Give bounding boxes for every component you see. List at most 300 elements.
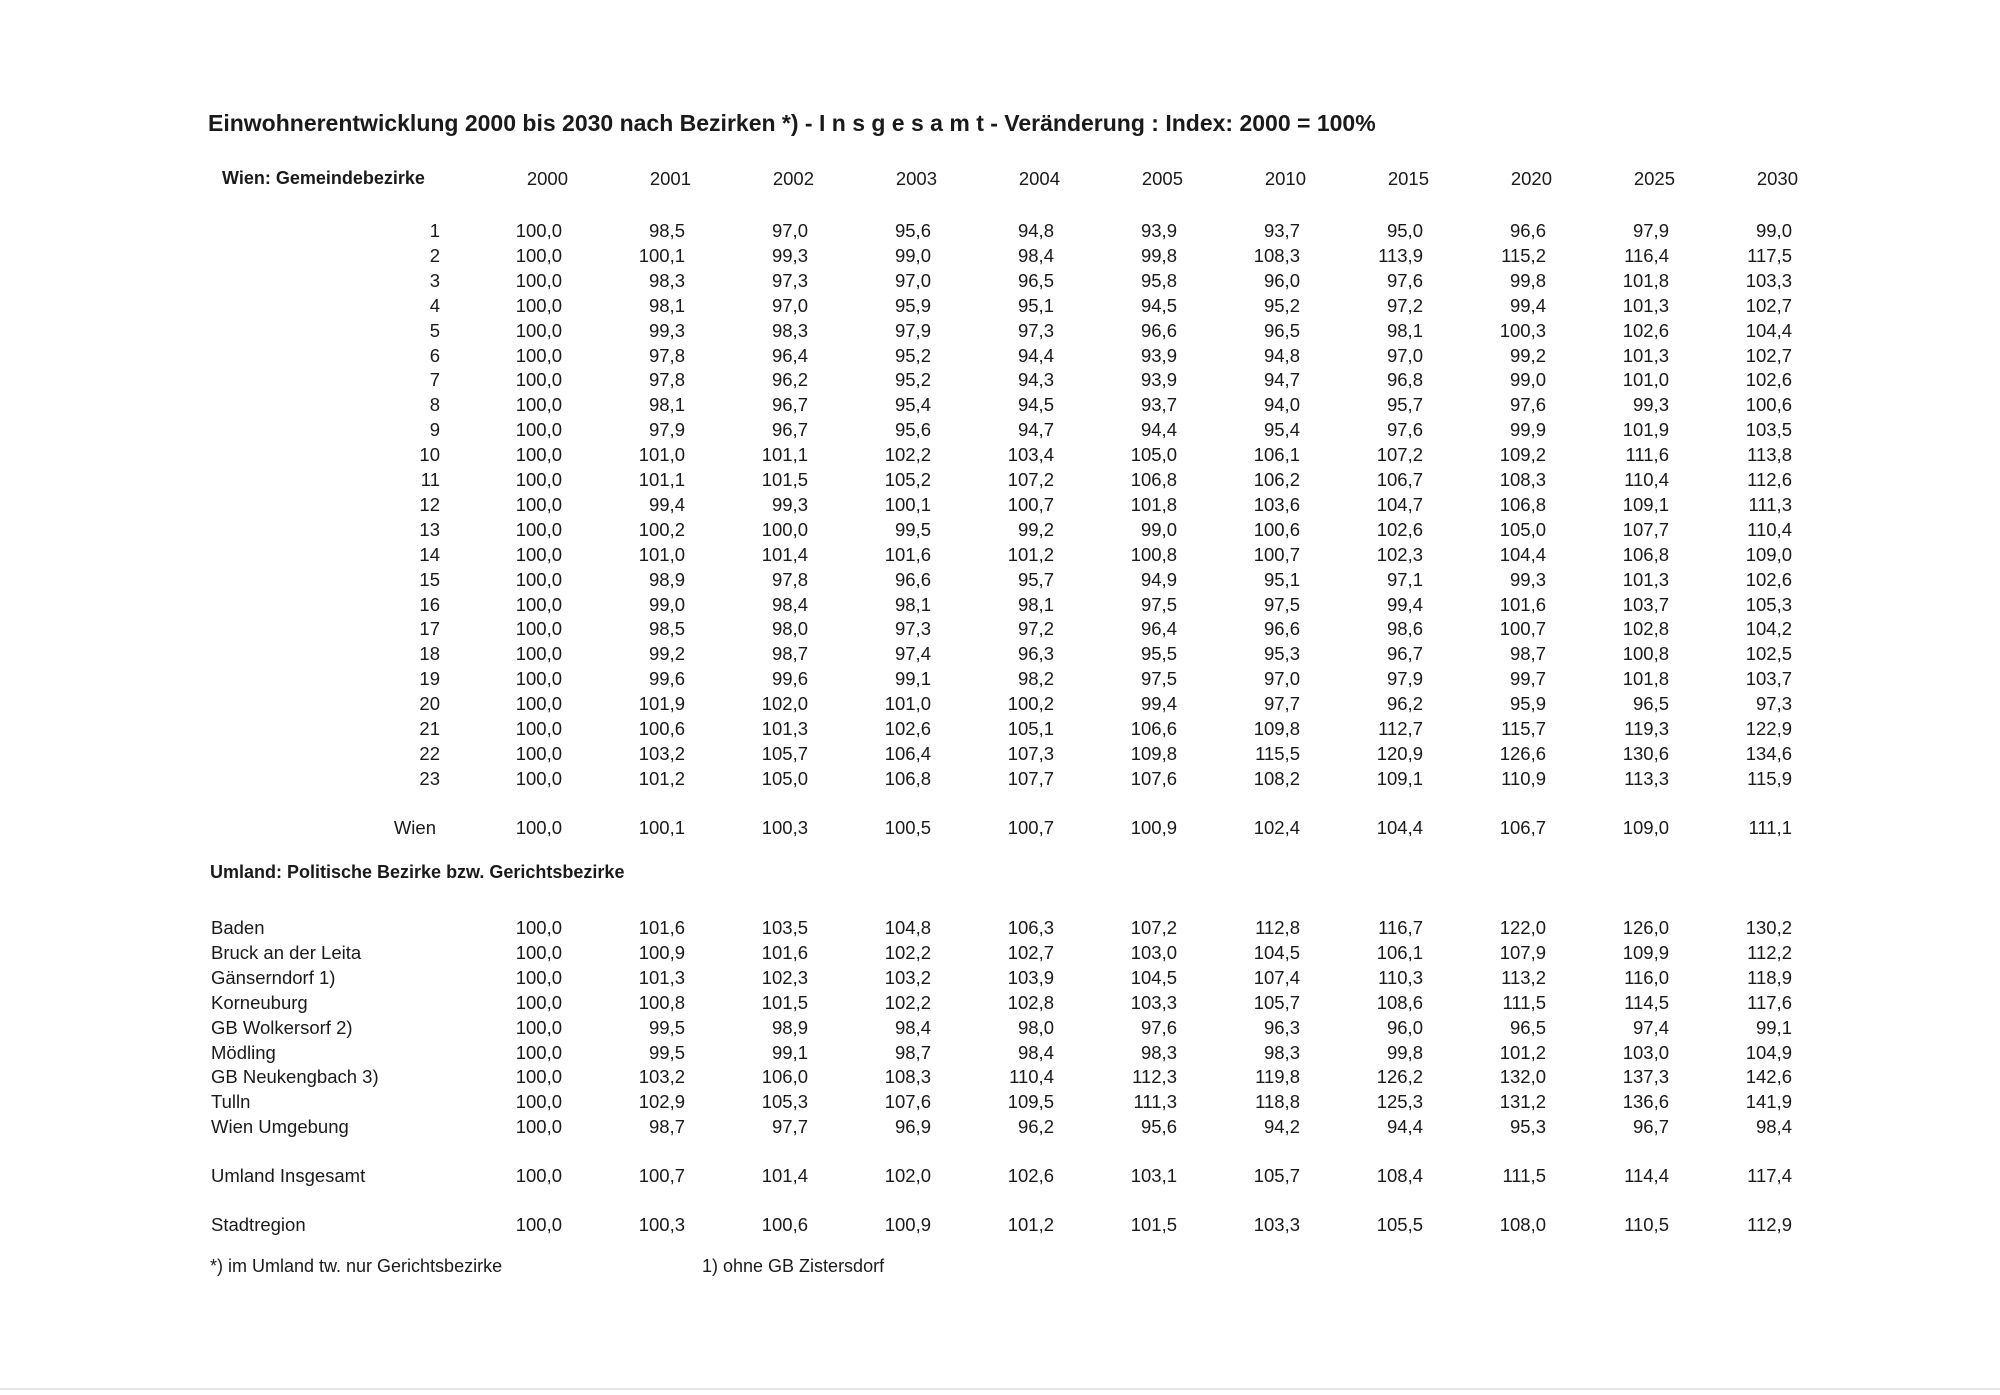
table-cell: 131,2 <box>1499 1091 1546 1112</box>
table-cell: 101,6 <box>1499 594 1546 615</box>
table-cell: 122,0 <box>1499 917 1546 938</box>
district-label: 6 <box>429 345 440 366</box>
table-cell: 96,7 <box>1632 1116 1669 1137</box>
table-cell: 100,0 <box>515 768 562 789</box>
table-cell: 106,8 <box>1622 544 1669 565</box>
table-cell: 95,6 <box>894 419 931 440</box>
table-cell: 98,4 <box>771 594 808 615</box>
table-cell: 94,9 <box>1140 569 1177 590</box>
table-cell: 100,0 <box>515 569 562 590</box>
stadtregion-cell: 103,3 <box>1253 1214 1300 1235</box>
table-cell: 101,6 <box>638 917 685 938</box>
table-cell: 104,4 <box>1745 320 1792 341</box>
table-cell: 100,0 <box>515 1042 562 1063</box>
table-cell: 100,0 <box>515 594 562 615</box>
table-cell: 107,2 <box>1130 917 1177 938</box>
table-cell: 96,7 <box>1386 643 1423 664</box>
table-cell: 97,3 <box>1017 320 1054 341</box>
table-cell: 105,7 <box>1253 992 1300 1013</box>
table-cell: 101,1 <box>761 444 808 465</box>
table-cell: 102,6 <box>1622 320 1669 341</box>
table-cell: 98,4 <box>894 1017 931 1038</box>
table-cell: 98,4 <box>1017 245 1054 266</box>
umland-total-cell: 101,4 <box>761 1165 808 1186</box>
footnote-gaenserndorf: 1) ohne GB Zistersdorf <box>702 1256 885 1276</box>
table-cell: 100,0 <box>515 270 562 291</box>
table-cell: 95,4 <box>1263 419 1300 440</box>
district-label: 4 <box>429 295 440 316</box>
table-cell: 100,2 <box>638 519 685 540</box>
table-cell: 106,8 <box>884 768 931 789</box>
table-cell: 102,7 <box>1007 942 1054 963</box>
table-cell: 102,9 <box>638 1091 685 1112</box>
table-cell: 100,0 <box>515 519 562 540</box>
page-edge-divider <box>0 1388 2000 1390</box>
stadtregion-cell: 108,0 <box>1499 1214 1546 1235</box>
table-cell: 99,0 <box>1509 369 1546 390</box>
table-cell: 96,5 <box>1263 320 1300 341</box>
table-cell: 94,8 <box>1263 345 1300 366</box>
table-cell: 100,6 <box>1253 519 1300 540</box>
table-cell: 98,4 <box>1755 1116 1792 1137</box>
table-cell: 99,3 <box>1509 569 1546 590</box>
table-cell: 109,1 <box>1622 494 1669 515</box>
table-cell: 101,4 <box>761 544 808 565</box>
table-cell: 100,6 <box>638 718 685 739</box>
table-cell: 101,8 <box>1130 494 1177 515</box>
table-cell: 107,6 <box>1130 768 1177 789</box>
table-cell: 98,7 <box>1509 643 1546 664</box>
stadtregion-label: Stadtregion <box>211 1214 306 1235</box>
table-cell: 100,0 <box>515 320 562 341</box>
table-cell: 105,7 <box>761 743 808 764</box>
wien-total-cell: 100,7 <box>1007 817 1054 838</box>
table-cell: 100,0 <box>515 917 562 938</box>
district-label: 7 <box>429 369 440 390</box>
table-cell: 103,5 <box>1745 419 1792 440</box>
table-cell: 96,5 <box>1017 270 1054 291</box>
table-cell: 102,2 <box>884 444 931 465</box>
table-cell: 93,9 <box>1140 220 1177 241</box>
table-cell: 98,5 <box>648 618 685 639</box>
stadtregion-cell: 105,5 <box>1376 1214 1423 1235</box>
table-cell: 97,0 <box>771 295 808 316</box>
year-header-2030: 2030 <box>1756 168 1798 189</box>
year-header-2005: 2005 <box>1141 168 1183 189</box>
table-cell: 97,9 <box>1386 668 1423 689</box>
table-cell: 97,4 <box>894 643 931 664</box>
table-cell: 102,8 <box>1622 618 1669 639</box>
table-cell: 107,2 <box>1007 469 1054 490</box>
table-cell: 97,8 <box>771 569 808 590</box>
table-cell: 100,0 <box>515 643 562 664</box>
district-label: 21 <box>419 718 440 739</box>
table-cell: 100,0 <box>515 369 562 390</box>
table-cell: 106,3 <box>1007 917 1054 938</box>
umland-total-label: Umland Insgesamt <box>211 1165 366 1186</box>
table-cell: 98,7 <box>894 1042 931 1063</box>
table-cell: 100,2 <box>1007 693 1054 714</box>
year-header-2015: 2015 <box>1387 168 1429 189</box>
table-cell: 97,8 <box>648 369 685 390</box>
table-cell: 109,8 <box>1130 743 1177 764</box>
table-cell: 97,6 <box>1509 394 1546 415</box>
table-cell: 116,0 <box>1624 967 1669 988</box>
table-cell: 96,6 <box>1509 220 1546 241</box>
table-cell: 112,7 <box>1378 718 1423 739</box>
table-cell: 102,6 <box>1376 519 1423 540</box>
year-header-2001: 2001 <box>649 168 691 189</box>
table-cell: 95,1 <box>1017 295 1054 316</box>
table-cell: 94,7 <box>1263 369 1300 390</box>
table-cell: 107,2 <box>1376 444 1423 465</box>
table-cell: 97,5 <box>1140 668 1177 689</box>
district-label: 5 <box>429 320 440 341</box>
district-label: 2 <box>429 245 440 266</box>
table-cell: 97,3 <box>1755 693 1792 714</box>
table-cell: 94,5 <box>1140 295 1177 316</box>
year-header-2025: 2025 <box>1633 168 1675 189</box>
table-cell: 112,2 <box>1747 942 1792 963</box>
wien-total-cell: 109,0 <box>1622 817 1669 838</box>
table-cell: 100,0 <box>515 220 562 241</box>
district-label: 1 <box>429 220 440 241</box>
table-cell: 99,8 <box>1140 245 1177 266</box>
table-cell: 97,8 <box>648 345 685 366</box>
table-cell: 105,0 <box>1499 519 1546 540</box>
table-cell: 94,4 <box>1140 419 1177 440</box>
wien-total-cell: 100,9 <box>1130 817 1177 838</box>
table-cell: 113,3 <box>1624 768 1669 789</box>
year-header-2002: 2002 <box>772 168 814 189</box>
table-cell: 115,5 <box>1255 743 1300 764</box>
table-cell: 101,0 <box>638 444 685 465</box>
table-cell: 95,3 <box>1509 1116 1546 1137</box>
table-cell: 96,6 <box>894 569 931 590</box>
table-cell: 102,6 <box>1745 569 1792 590</box>
table-cell: 95,0 <box>1386 220 1423 241</box>
table-cell: 113,2 <box>1501 967 1546 988</box>
district-label: 17 <box>419 618 440 639</box>
umland-total-cell: 102,0 <box>884 1165 931 1186</box>
table-cell: 100,8 <box>638 992 685 1013</box>
table-cell: 97,1 <box>1386 569 1423 590</box>
table-cell: 93,7 <box>1263 220 1300 241</box>
district-label: 12 <box>419 494 440 515</box>
table-cell: 100,1 <box>638 245 685 266</box>
table-cell: 99,3 <box>1632 394 1669 415</box>
table-cell: 97,5 <box>1140 594 1177 615</box>
table-cell: 97,6 <box>1140 1017 1177 1038</box>
table-cell: 94,5 <box>1017 394 1054 415</box>
district-label: 19 <box>419 668 440 689</box>
table-cell: 95,5 <box>1140 643 1177 664</box>
table-cell: 99,3 <box>648 320 685 341</box>
table-cell: 97,4 <box>1632 1017 1669 1038</box>
table-cell: 110,4 <box>1009 1066 1054 1087</box>
table-cell: 103,2 <box>884 967 931 988</box>
table-cell: 103,3 <box>1130 992 1177 1013</box>
table-cell: 137,3 <box>1622 1066 1669 1087</box>
table-cell: 99,2 <box>1509 345 1546 366</box>
umland-district-label: Gänserndorf 1) <box>211 967 336 988</box>
table-cell: 106,1 <box>1376 942 1423 963</box>
table-cell: 104,8 <box>884 917 931 938</box>
table-cell: 100,0 <box>515 494 562 515</box>
table-cell: 130,2 <box>1745 917 1792 938</box>
table-cell: 100,3 <box>1499 320 1546 341</box>
table-cell: 97,0 <box>771 220 808 241</box>
table-cell: 103,2 <box>638 1066 685 1087</box>
table-cell: 96,3 <box>1263 1017 1300 1038</box>
umland-district-label: GB Neukengbach 3) <box>211 1066 379 1087</box>
table-cell: 116,4 <box>1624 245 1669 266</box>
footnote-umland: *) im Umland tw. nur Gerichtsbezirke <box>210 1256 503 1276</box>
table-cell: 98,1 <box>1386 320 1423 341</box>
table-cell: 106,8 <box>1130 469 1177 490</box>
table-cell: 95,7 <box>1017 569 1054 590</box>
umland-section-heading: Umland: Politische Bezirke bzw. Gerichtsbezirke <box>210 862 625 882</box>
table-cell: 142,6 <box>1745 1066 1792 1087</box>
table-cell: 100,0 <box>515 618 562 639</box>
table-cell: 93,7 <box>1140 394 1177 415</box>
table-cell: 103,7 <box>1622 594 1669 615</box>
table-cell: 100,0 <box>515 718 562 739</box>
table-cell: 126,0 <box>1622 917 1669 938</box>
umland-district-label: GB Wolkersorf 2) <box>211 1017 353 1038</box>
table-cell: 109,2 <box>1499 444 1546 465</box>
table-cell: 110,4 <box>1747 519 1792 540</box>
table-cell: 97,9 <box>648 419 685 440</box>
table-cell: 106,7 <box>1376 469 1423 490</box>
table-cell: 93,9 <box>1140 345 1177 366</box>
table-cell: 100,8 <box>1130 544 1177 565</box>
wien-total-cell: 111,1 <box>1748 817 1792 838</box>
table-cell: 99,1 <box>894 668 931 689</box>
table-cell: 96,4 <box>1140 618 1177 639</box>
table-cell: 94,0 <box>1263 394 1300 415</box>
table-cell: 107,6 <box>884 1091 931 1112</box>
table-cell: 100,0 <box>515 544 562 565</box>
table-cell: 112,6 <box>1747 469 1792 490</box>
table-cell: 101,9 <box>638 693 685 714</box>
table-cell: 101,3 <box>1622 569 1669 590</box>
table-cell: 98,7 <box>771 643 808 664</box>
table-cell: 98,5 <box>648 220 685 241</box>
stadtregion-cell: 110,5 <box>1624 1214 1669 1235</box>
table-cell: 101,0 <box>638 544 685 565</box>
table-cell: 98,6 <box>1386 618 1423 639</box>
table-cell: 100,0 <box>515 1091 562 1112</box>
table-cell: 100,0 <box>515 1116 562 1137</box>
table-cell: 96,4 <box>771 345 808 366</box>
table-cell: 102,6 <box>1745 369 1792 390</box>
table-cell: 96,0 <box>1263 270 1300 291</box>
table-cell: 98,7 <box>648 1116 685 1137</box>
table-cell: 107,9 <box>1499 942 1546 963</box>
table-cell: 97,0 <box>894 270 931 291</box>
district-label: 22 <box>419 743 440 764</box>
table-cell: 102,5 <box>1745 643 1792 664</box>
table-cell: 97,7 <box>1263 693 1300 714</box>
table-cell: 97,5 <box>1263 594 1300 615</box>
table-cell: 97,7 <box>771 1116 808 1137</box>
table-cell: 98,3 <box>1140 1042 1177 1063</box>
table-cell: 95,2 <box>894 345 931 366</box>
table-cell: 96,7 <box>771 419 808 440</box>
wien-total-cell: 102,4 <box>1253 817 1300 838</box>
table-cell: 102,8 <box>1007 992 1054 1013</box>
table-cell: 101,6 <box>761 942 808 963</box>
table-cell: 95,9 <box>1509 693 1546 714</box>
table-cell: 110,9 <box>1501 768 1546 789</box>
table-cell: 100,7 <box>1499 618 1546 639</box>
table-cell: 109,5 <box>1007 1091 1054 1112</box>
table-cell: 101,2 <box>1007 544 1054 565</box>
table-cell: 111,5 <box>1502 992 1546 1013</box>
district-label: 3 <box>429 270 440 291</box>
table-cell: 100,0 <box>515 1066 562 1087</box>
district-label: 13 <box>419 519 440 540</box>
table-cell: 108,6 <box>1376 992 1423 1013</box>
wien-total-cell: 100,0 <box>515 817 562 838</box>
umland-district-label: Wien Umgebung <box>211 1116 349 1137</box>
district-label: 10 <box>419 444 440 465</box>
table-cell: 96,8 <box>1386 369 1423 390</box>
table-cell: 94,4 <box>1017 345 1054 366</box>
table-cell: 108,3 <box>1499 469 1546 490</box>
table-cell: 102,7 <box>1745 295 1792 316</box>
table-cell: 99,2 <box>648 643 685 664</box>
table-cell: 126,2 <box>1376 1066 1423 1087</box>
table-cell: 94,3 <box>1017 369 1054 390</box>
wien-section-heading: Wien: Gemeindebezirke <box>222 168 425 188</box>
table-cell: 100,7 <box>1007 494 1054 515</box>
table-cell: 105,2 <box>884 469 931 490</box>
table-cell: 97,2 <box>1017 618 1054 639</box>
table-cell: 100,6 <box>1745 394 1792 415</box>
table-cell: 103,3 <box>1745 270 1792 291</box>
table-cell: 103,7 <box>1745 668 1792 689</box>
table-cell: 100,0 <box>515 1017 562 1038</box>
table-cell: 126,6 <box>1499 743 1546 764</box>
table-cell: 103,9 <box>1007 967 1054 988</box>
table-cell: 101,0 <box>884 693 931 714</box>
stadtregion-cell: 100,9 <box>884 1214 931 1235</box>
table-cell: 132,0 <box>1499 1066 1546 1087</box>
table-cell: 96,7 <box>771 394 808 415</box>
table-cell: 111,3 <box>1133 1091 1177 1112</box>
table-cell: 95,6 <box>894 220 931 241</box>
table-cell: 109,1 <box>1376 768 1423 789</box>
table-cell: 103,4 <box>1007 444 1054 465</box>
table-cell: 104,5 <box>1253 942 1300 963</box>
table-cell: 102,7 <box>1745 345 1792 366</box>
table-cell: 99,4 <box>1386 594 1423 615</box>
table-cell: 99,1 <box>1755 1017 1792 1038</box>
umland-district-label: Bruck an der Leita <box>211 942 362 963</box>
table-cell: 116,7 <box>1378 917 1423 938</box>
table-cell: 101,2 <box>1499 1042 1546 1063</box>
table-cell: 100,0 <box>515 693 562 714</box>
wien-total-cell: 106,7 <box>1499 817 1546 838</box>
table-cell: 119,3 <box>1624 718 1669 739</box>
table-cell: 99,6 <box>648 668 685 689</box>
table-cell: 98,3 <box>771 320 808 341</box>
table-cell: 101,0 <box>1622 369 1669 390</box>
wien-total-cell: 100,5 <box>884 817 931 838</box>
table-cell: 99,0 <box>648 594 685 615</box>
table-cell: 104,5 <box>1130 967 1177 988</box>
table-cell: 104,7 <box>1376 494 1423 515</box>
table-cell: 99,5 <box>894 519 931 540</box>
table-cell: 97,6 <box>1386 419 1423 440</box>
table-cell: 95,2 <box>894 369 931 390</box>
table-cell: 103,6 <box>1253 494 1300 515</box>
table-cell: 105,0 <box>761 768 808 789</box>
district-label: 11 <box>420 469 440 490</box>
table-cell: 101,1 <box>638 469 685 490</box>
table-cell: 97,9 <box>894 320 931 341</box>
table-cell: 102,2 <box>884 942 931 963</box>
stadtregion-cell: 112,9 <box>1747 1214 1792 1235</box>
table-cell: 101,9 <box>1622 419 1669 440</box>
table-cell: 109,0 <box>1745 544 1792 565</box>
table-cell: 113,8 <box>1747 444 1792 465</box>
table-cell: 105,1 <box>1007 718 1054 739</box>
table-cell: 100,0 <box>515 419 562 440</box>
table-cell: 99,3 <box>771 245 808 266</box>
table-cell: 95,4 <box>894 394 931 415</box>
table-cell: 95,6 <box>1140 1116 1177 1137</box>
table-cell: 136,6 <box>1622 1091 1669 1112</box>
table-cell: 117,5 <box>1747 245 1792 266</box>
table-cell: 110,4 <box>1624 469 1669 490</box>
table-cell: 113,9 <box>1378 245 1423 266</box>
table-cell: 112,8 <box>1255 917 1300 938</box>
year-header-2020: 2020 <box>1510 168 1552 189</box>
umland-total-cell: 102,6 <box>1007 1165 1054 1186</box>
table-cell: 96,5 <box>1632 693 1669 714</box>
table-cell: 94,8 <box>1017 220 1054 241</box>
table-cell: 100,0 <box>515 245 562 266</box>
table-cell: 125,3 <box>1376 1091 1423 1112</box>
table-cell: 106,8 <box>1499 494 1546 515</box>
table-cell: 104,4 <box>1499 544 1546 565</box>
table-cell: 119,8 <box>1255 1066 1300 1087</box>
table-cell: 103,2 <box>638 743 685 764</box>
table-cell: 102,2 <box>884 992 931 1013</box>
table-cell: 99,3 <box>771 494 808 515</box>
table-cell: 101,8 <box>1622 668 1669 689</box>
table-cell: 95,7 <box>1386 394 1423 415</box>
district-label: 23 <box>419 768 440 789</box>
table-cell: 99,5 <box>648 1017 685 1038</box>
district-label: 16 <box>419 594 440 615</box>
table-cell: 103,5 <box>761 917 808 938</box>
table-cell: 104,9 <box>1745 1042 1792 1063</box>
table-cell: 102,6 <box>884 718 931 739</box>
table-cell: 100,0 <box>515 444 562 465</box>
wien-total-cell: 104,4 <box>1376 817 1423 838</box>
table-cell: 98,3 <box>1263 1042 1300 1063</box>
umland-district-label: Baden <box>211 917 265 938</box>
table-cell: 96,2 <box>771 369 808 390</box>
stadtregion-cell: 100,0 <box>515 1214 562 1235</box>
umland-total-cell: 108,4 <box>1376 1165 1423 1186</box>
table-cell: 115,9 <box>1747 768 1792 789</box>
district-label: 14 <box>419 544 440 565</box>
